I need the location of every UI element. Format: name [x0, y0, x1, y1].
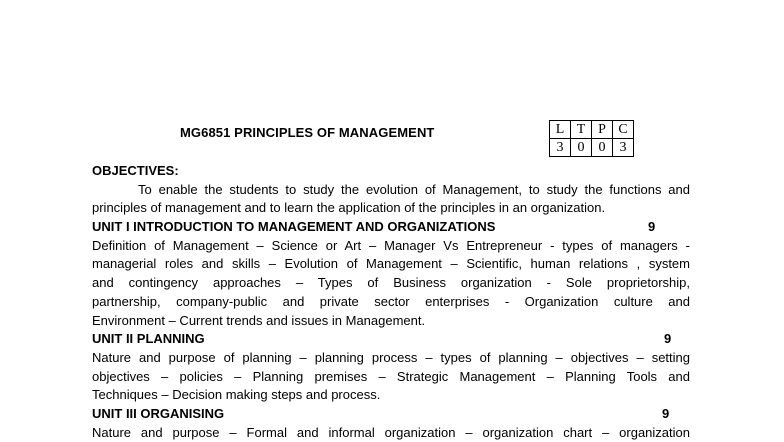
text-line: To enable the students to study the evolution of Management, to study the functions and [138, 181, 690, 197]
text-line: partnership, company-public and private sector enterprises - Organization culture and [92, 293, 690, 309]
ltpc-value-t: 0 [571, 139, 592, 157]
unit-2-text [92, 349, 690, 405]
ltpc-header-t: T [571, 121, 592, 139]
ltpc-table [549, 120, 634, 157]
unit-1-heading [92, 218, 690, 237]
course-title: MG6851 PRINCIPLES OF MANAGEMENT [180, 125, 435, 140]
text-line: Environment – Current trends and issues in Management. [92, 312, 426, 328]
text-line: Nature and purpose of planning – planning process – types of planning – objectives – setting [92, 349, 690, 365]
objectives-text [92, 181, 690, 218]
ltpc-value-c: 3 [613, 139, 634, 157]
unit-2-hours: 9 [664, 331, 672, 347]
unit-2-title: UNIT II PLANNING [92, 331, 205, 347]
text-line: Techniques – Decision making steps and process. [92, 387, 381, 403]
text-line: managerial roles and skills – Evolution of Management – Scientific, human relations , system [92, 256, 690, 272]
ltpc-value-row [550, 139, 634, 157]
unit-2-heading [92, 330, 690, 349]
ltpc-header-c: C [613, 121, 634, 139]
unit-3-heading [92, 405, 690, 424]
unit-3-text [92, 424, 690, 442]
unit-3-title: UNIT III ORGANISING [92, 405, 225, 421]
unit-3-hours: 9 [662, 405, 670, 421]
unit-1-hours: 9 [648, 219, 656, 235]
unit-1-title: UNIT I INTRODUCTION TO MANAGEMENT AND ORGANIZATIONS [92, 219, 496, 235]
unit-1-text [92, 237, 690, 330]
ltpc-value-l: 3 [550, 139, 571, 157]
syllabus-body [92, 162, 690, 442]
text-line: objectives – policies – Planning premises – Strategic Management – Planning Tools and [92, 368, 690, 384]
objectives-heading: OBJECTIVES: [92, 163, 179, 178]
ltpc-value-p: 0 [592, 139, 613, 157]
text-line: Nature and purpose – Formal and informal organization – organization chart – organization [92, 424, 690, 440]
text-line: principles of management and to learn the application of the principles in an organization. [92, 200, 606, 216]
ltpc-header-p: P [592, 121, 613, 139]
text-line: Definition of Management – Science or Art – Manager Vs Entrepreneur - types of managers - [92, 237, 690, 253]
text-line: and contingency approaches – Types of Business organization - Sole proprietorship, [92, 275, 690, 291]
ltpc-header-l: L [550, 121, 571, 139]
ltpc-header-row [550, 121, 634, 139]
